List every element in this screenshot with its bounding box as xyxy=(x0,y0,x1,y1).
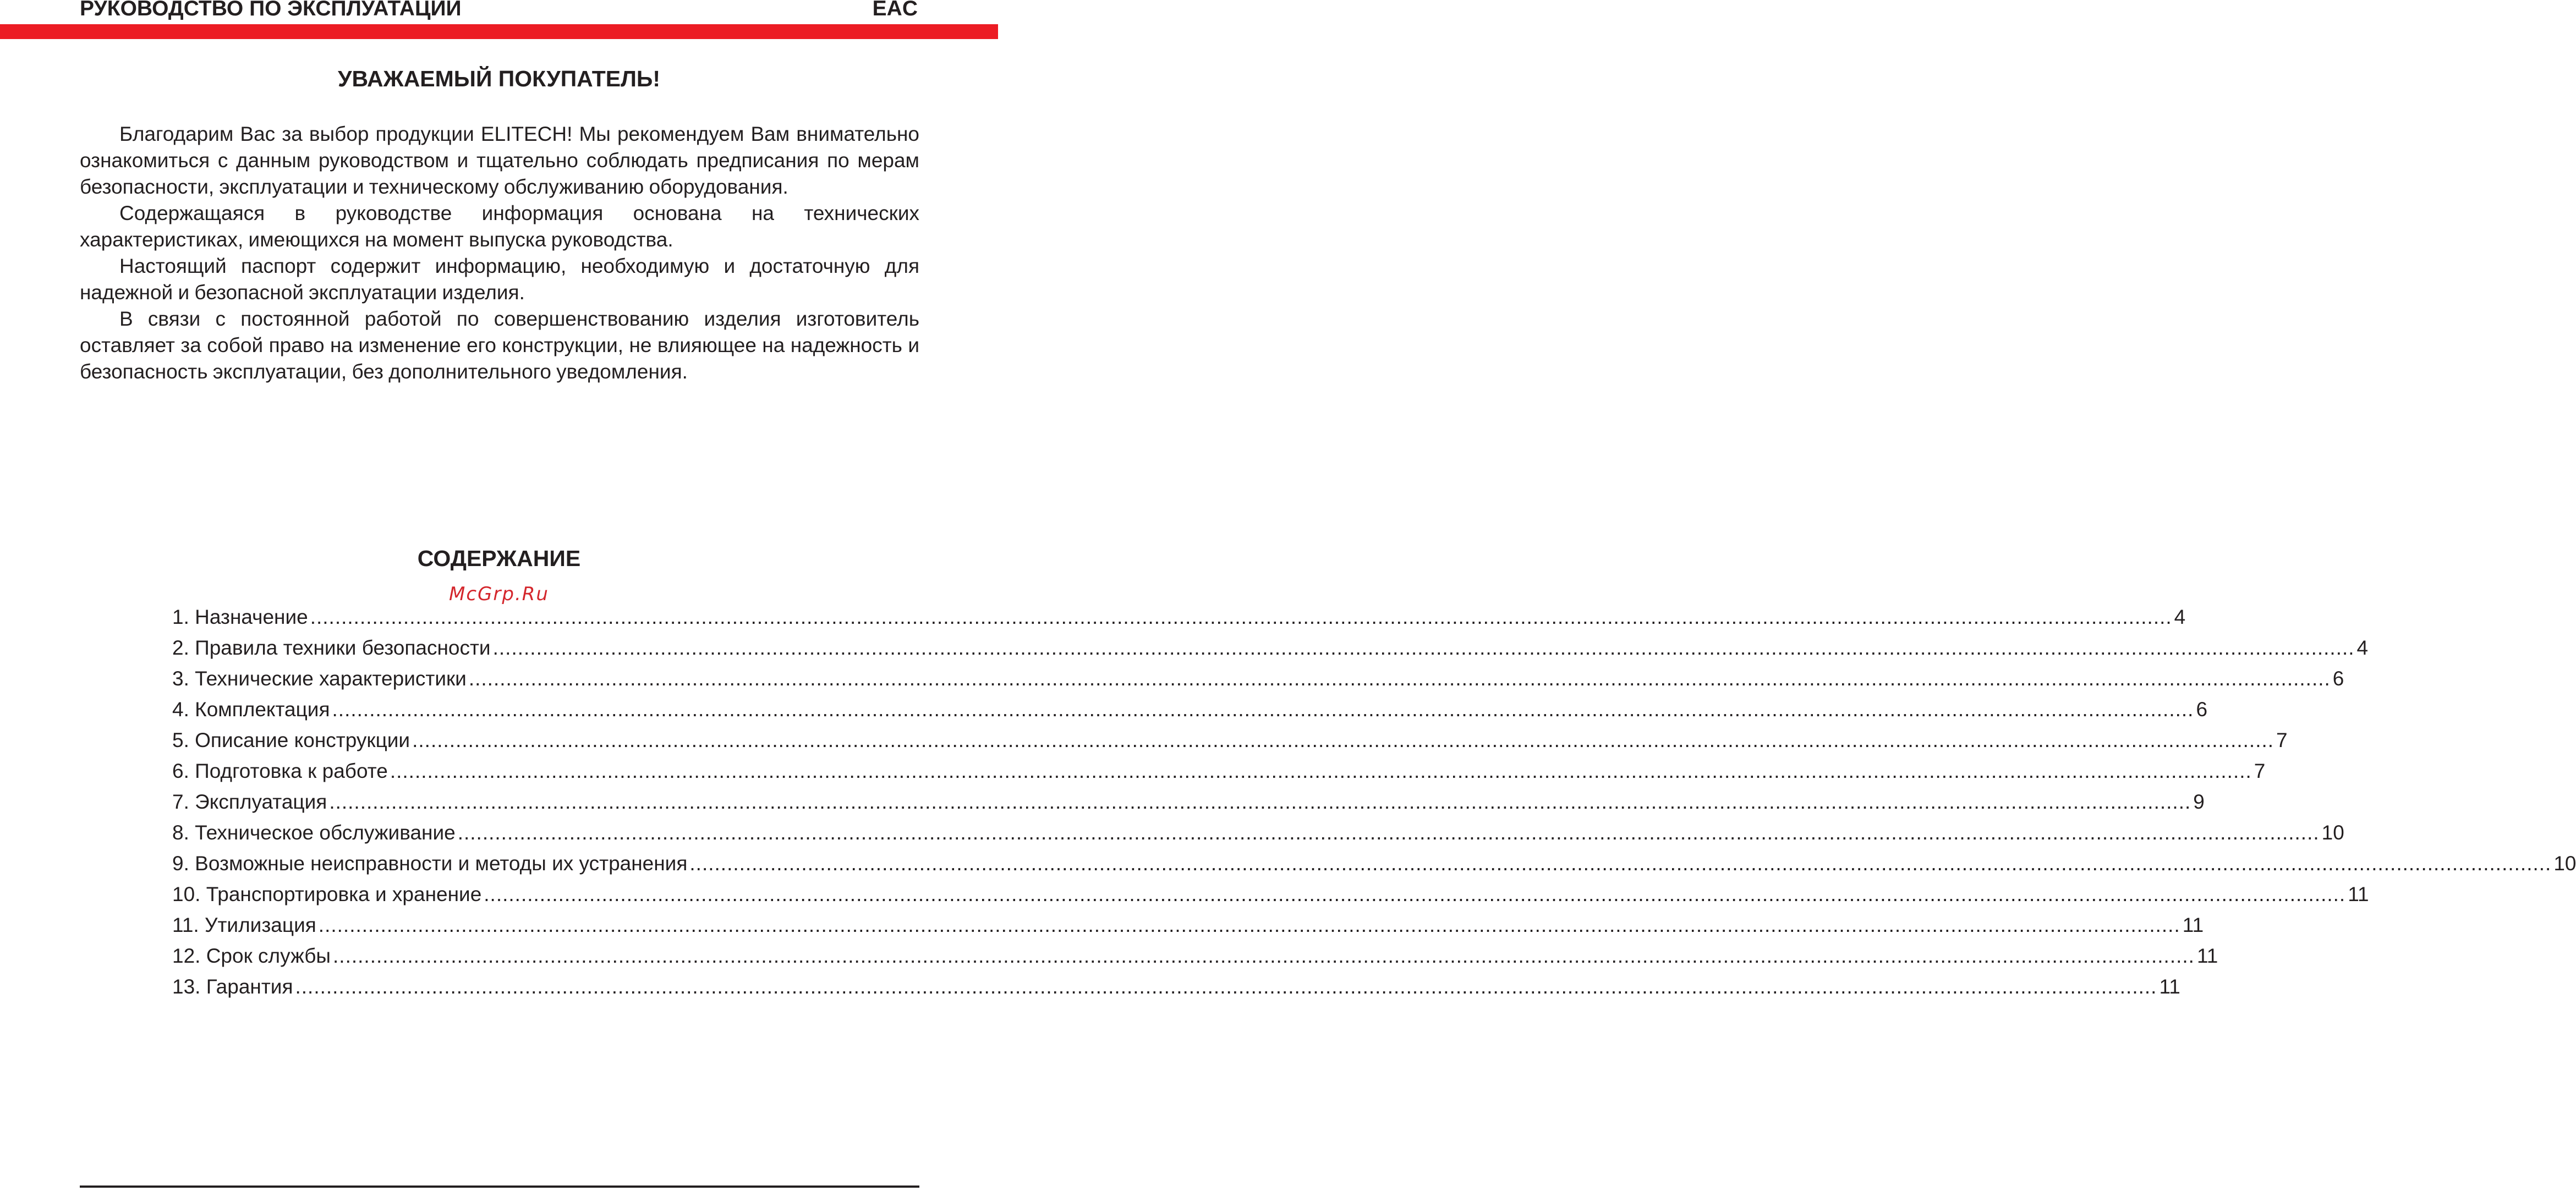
header-title: РУКОВОДСТВО ПО ЭКСПЛУАТАЦИИ xyxy=(80,0,462,20)
toc-item[interactable] xyxy=(172,725,2288,756)
toc-item-label: 10. Транспортировка и хранение xyxy=(172,883,482,905)
toc-item-page: 10 xyxy=(2321,821,2344,844)
toc-leader: ............................................................................................................................................................................................................................................................................................................ xyxy=(457,821,2320,844)
toc-item-page: 6 xyxy=(2332,667,2344,690)
greeting-title: УВАЖАЕМЫЙ ПОКУПАТЕЛЬ! xyxy=(337,66,661,91)
toc-item[interactable] xyxy=(172,756,2266,787)
intro-paragraph: Настоящий паспорт содержит информацию, необходимую и достаточную для надежной и безопасной эксплуатации изделия. xyxy=(80,255,919,304)
toc-item-label: 8. Техническое обслуживание xyxy=(172,821,456,844)
toc-item-page: 7 xyxy=(2276,729,2288,751)
toc-item-label: 11. Утилизация xyxy=(172,914,316,936)
toc-item-label: 5. Описание конструкции xyxy=(172,729,410,751)
intro-paragraph: Благодарим Вас за выбор продукции ELITECH! Мы рекомендуем Вам внимательно ознакомиться с данным руководством и тщательно соблюдать предписания по мерам безопасности, эксплуатации и техническому обслуживанию оборудования. xyxy=(80,123,919,198)
toc-item-page: 4 xyxy=(2356,636,2369,659)
toc-item-page: 11 xyxy=(2348,883,2369,905)
toc-item[interactable] xyxy=(172,941,2218,972)
toc-item[interactable] xyxy=(172,879,2369,910)
toc-item-page: 7 xyxy=(2254,760,2266,782)
toc-item-label: 12. Срок службы xyxy=(172,945,331,967)
toc-leader: ............................................................................................................................................................................................................................................................................................................ xyxy=(310,606,2172,628)
toc-item[interactable] xyxy=(172,663,2344,694)
toc-item-label: 2. Правила техники безопасности xyxy=(172,636,491,659)
toc-item-page: 10 xyxy=(2553,852,2576,875)
toc-leader: ............................................................................................................................................................................................................................................................................................................ xyxy=(332,698,2194,721)
toc-item-page: 11 xyxy=(2182,914,2204,936)
toc-title: СОДЕРЖАНИЕ xyxy=(417,546,581,571)
header-red-bar xyxy=(0,24,998,39)
footer-rule xyxy=(80,1185,919,1188)
toc-item-page: 11 xyxy=(2159,975,2180,998)
intro-paragraph: Содержащаяся в руководстве информация основана на технических характеристиках, имеющихся на момент выпуска руководства. xyxy=(80,202,919,251)
toc-item[interactable] xyxy=(172,694,2208,725)
toc-leader: ............................................................................................................................................................................................................................................................................................................ xyxy=(412,729,2274,751)
toc-item-label: 7. Эксплуатация xyxy=(172,791,327,813)
toc-leader: ............................................................................................................................................................................................................................................................................................................ xyxy=(318,914,2180,936)
toc-item-label: 9. Возможные неисправности и методы их устранения xyxy=(172,852,688,875)
toc-item[interactable] xyxy=(172,633,2369,663)
toc-leader: ............................................................................................................................................................................................................................................................................................................ xyxy=(333,945,2195,967)
eac-mark: EAC xyxy=(872,0,918,20)
toc-leader: ............................................................................................................................................................................................................................................................................................................ xyxy=(390,760,2252,782)
toc-item-page: 9 xyxy=(2193,791,2205,813)
toc-item-page: 11 xyxy=(2196,945,2218,967)
toc-item[interactable] xyxy=(172,787,2205,817)
intro-paragraph: В связи с постоянной работой по совершенствованию изделия изготовитель оставляет за собой право на изменение его конструкции, не влияющее на надежность и безопасность эксплуатации, без дополнительного уведомления. xyxy=(80,308,919,383)
toc-leader: ............................................................................................................................................................................................................................................................................................................ xyxy=(484,883,2346,905)
toc-item[interactable] xyxy=(172,972,2180,1002)
toc-leader: ............................................................................................................................................................................................................................................................................................................ xyxy=(492,636,2355,659)
toc-item-label: 4. Комплектация xyxy=(172,698,330,721)
toc-item-page: 6 xyxy=(2196,698,2208,721)
toc-leader: ............................................................................................................................................................................................................................................................................................................ xyxy=(295,975,2157,998)
watermark-link[interactable]: McGrp.Ru xyxy=(449,583,549,605)
toc-item-label: 6. Подготовка к работе xyxy=(172,760,388,782)
toc-item[interactable] xyxy=(172,602,2186,633)
toc-item-label: 1. Назначение xyxy=(172,606,308,628)
table-of-contents xyxy=(172,602,2576,1002)
toc-item-label: 3. Технические характеристики xyxy=(172,667,467,690)
toc-leader: ............................................................................................................................................................................................................................................................................................................ xyxy=(689,852,2552,875)
toc-item[interactable] xyxy=(172,910,2204,941)
intro-text xyxy=(80,121,919,385)
toc-leader: ............................................................................................................................................................................................................................................................................................................ xyxy=(329,791,2191,813)
toc-item[interactable] xyxy=(172,848,2576,879)
toc-item[interactable] xyxy=(172,817,2344,848)
toc-item-page: 4 xyxy=(2174,606,2186,628)
toc-leader: ............................................................................................................................................................................................................................................................................................................ xyxy=(468,667,2331,690)
toc-item-label: 13. Гарантия xyxy=(172,975,293,998)
